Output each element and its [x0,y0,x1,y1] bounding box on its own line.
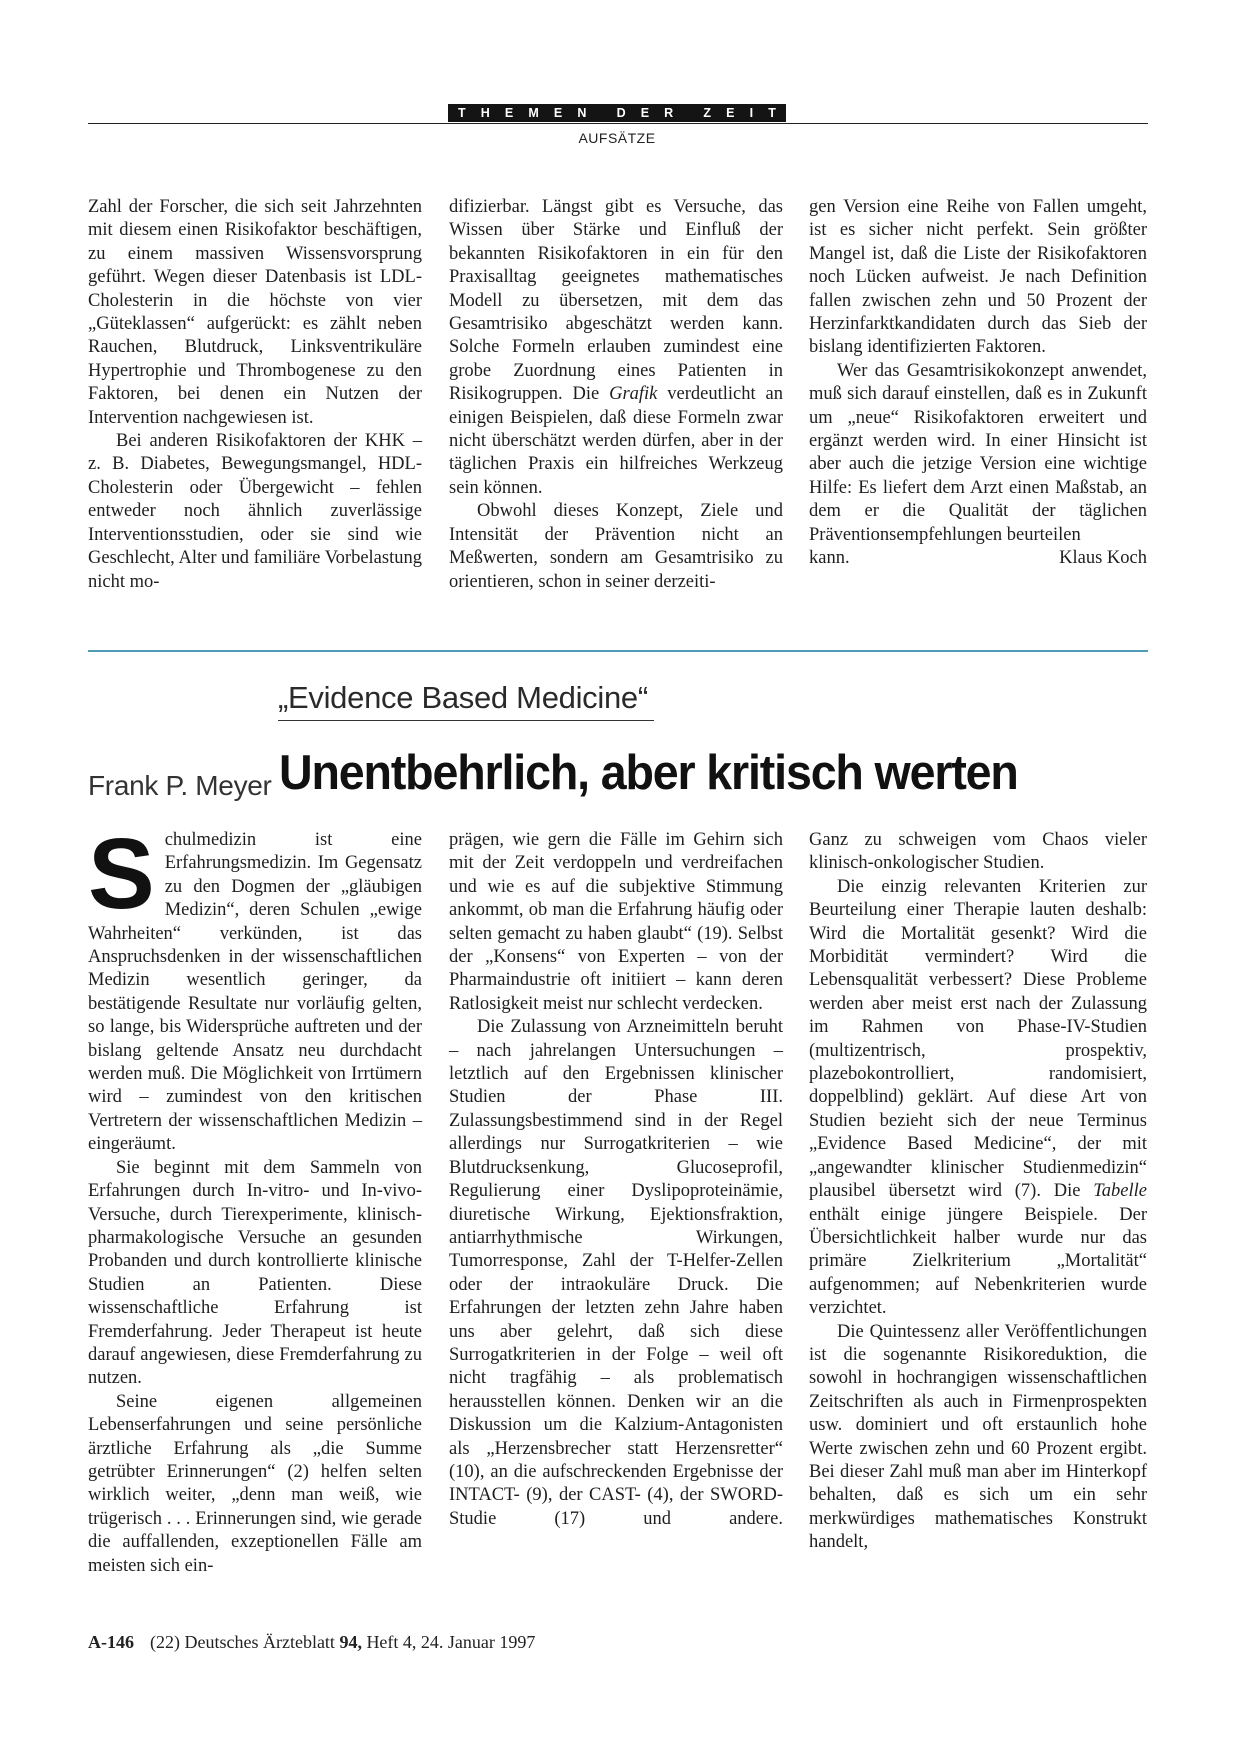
paragraph: Obwohl dieses Konzept, Ziele und Intensität der Prävention nicht an Meßwerten, sondern am Gesamtrisiko zu orientieren, schon in seiner derzeiti- [449,501,783,592]
paragraph [88,818,422,1157]
section-letter: D [616,106,626,120]
table-reference: Tabelle [1093,1181,1147,1202]
author-signature: Klaus Koch [1059,548,1147,569]
paragraph [809,876,1147,1321]
section-letter: M [528,106,539,120]
paragraph: Wer das Gesamtrisikokonzept anwendet, muß sich darauf einstellen, daß es in Zukunft um „neue“ Risikofaktoren erweitert und ergänzt werden wird. In einer Hinsicht ist aber auch die jetzige Version eine wichtige Hilfe: Es liefert dem Arzt einen Maßstab, an dem er die Qualität der täglichen Präventionsempfehlungen beurteilen [809,360,1147,545]
paragraph: Die Quintessenz aller Veröffentlichungen ist die sogenannte Risikoreduktion, die sowohl in hochrangigen wissenschaftlichen Zeitschriften als auch in Firmenprospekten usw. dominiert und oft erstaunlich hohe Werte zwischen zehn und 60 Prozent ergibt. Bei dieser Zahl muß man aber im Hinterkopf behalten, daß es sich um ein sehr merkwürdiges mathematisches Konstrukt handelt, [809,1321,1147,1553]
signature-line [809,547,1147,570]
article-column-1 [88,818,422,1578]
paragraph-text: Die einzig relevanten Kriterien zur Beurteilung einer Therapie lauten deshalb: Wird die Mortalität gesenkt? Wird die Morbidität vermindert? Wird die Lebensqualität verbessert? Diese Probleme werden aber meist erst nach der Zulassung im Rahmen von Phase-IV-Studien (multizentrisch, prospektiv, plazebokontrolliert, randomisiert, doppelblind) geklärt. Auf diese Art von Studien bezieht sich der neue Terminus „Evidence Based Medicine“, der mit „angewandter klinischer Studienmedizin“ plausibel übersetzt wird (7). Die [809,876,1147,1202]
section-letter: T [458,106,466,120]
article-column-2 [449,829,783,1531]
section-title-banner [448,104,786,122]
paragraph: Sie beginnt mit dem Sammeln von Erfahrungen durch In-vitro- und In-vivo-Versuche, durch Tierexperimente, klinisch-pharmakologische Versuche an gesunden Probanden und durch kontrollierte klinische Studien an Patienten. Diese wissenschaftliche Erfahrung ist Fremderfahrung. Jeder Therapeut ist heute darauf angewiesen, diese Fremderfahrung zu nutzen. [88,1157,422,1389]
journal-volume: 94, [339,1632,362,1652]
section-letter: E [504,106,514,120]
article-kicker: „Evidence Based Medicine“ [278,680,648,715]
drop-cap: S [88,818,155,930]
section-letter: N [577,106,587,120]
journal-citation: (22) Deutsches Ärzteblatt [150,1632,340,1652]
section-letter: Z [703,106,712,120]
paragraph: prägen, wie gern die Fälle im Gehirn sich mit der Zeit verdoppeln und verdreifachen und wie es auf die subjektive Stimmung ankommt, ob man die Erfahrung häufig oder selten gemacht zu haben glaubt“ (19). Selbst der „Konsens“ von Experten – von der Pharmaindustrie oft initiiert – kann deren Ratlosigkeit meist nur schlecht verdecken. [449,830,783,1014]
previous-article-column-2 [449,196,783,594]
kicker-underline [278,720,654,721]
article-divider [88,650,1148,652]
subsection-label: AUFSÄTZE [578,130,656,146]
journal-issue: Heft 4, 24. Januar 1997 [361,1632,536,1652]
header-rule [88,123,1148,124]
paragraph-text: difizierbar. Längst gibt es Versuche, das Wissen über Stärke und Einfluß der bekannten Risikofaktoren in ein für den Praxisalltag geeignetes mathematisches Modell zu übersetzen, mit dem das Gesamtrisiko abgeschätzt werden kann. Solche Formeln erlauben zumindest eine grobe Zuordnung eines Patienten in Risikogruppen. Die [449,197,783,405]
figure-reference: Grafik [609,384,658,405]
paragraph: Bei anderen Risikofaktoren der KHK – z. B. Diabetes, Bewegungsmangel, HDL-Cholesterin oder Übergewicht – fehlen entweder noch ähnlich zuverlässige Interventionsstudien, oder sie sind wie Geschlecht, Alter und familiäre Vorbelastung nicht mo- [88,431,422,592]
paragraph-end: kann. [809,548,850,569]
previous-article-column-3 [809,196,1147,571]
paragraph-text: enthält einige jüngere Beispiele. Der Übersichtlichkeit halber wurde nur das primäre Zielkriterium „Mortalität“ aufgenommen; auf Nebenkriterien wurde verzichtet. [809,1204,1147,1319]
paragraph: gen Version eine Reihe von Fallen umgeht, ist es sicher nicht perfekt. Sein größter Mangel ist, daß die Liste der Risikofaktoren noch Lücken aufweist. Je nach Definition fallen zwischen zehn und 50 Prozent der Herzinfarktkandidaten durch das Sieb der bislang identifizierten Faktoren. [809,197,1147,358]
paragraph: Zahl der Forscher, die sich seit Jahrzehnten mit diesem einen Risikofaktor beschäftigen, zu einem massiven Wissensvorsprung geführt. Wegen dieser Datenbasis ist LDL-Cholesterin in die höchste von vier „Güteklassen“ aufgerückt: es zählt neben Rauchen, Blutdruck, Linksventrikuläre Hypertrophie und Thrombogenese zu den Faktoren, bei denen ein Nutzen der Intervention nachgewiesen ist. [88,197,422,428]
paragraph [449,196,783,500]
section-letter: E [553,106,563,120]
previous-article-column-1 [88,196,422,594]
paragraph: Ganz zu schweigen vom Chaos vieler klinisch-onkologischer Studien. [809,830,1147,874]
page-footer [88,1632,535,1653]
article-headline: Unentbehrlich, aber kritisch werten [279,746,1018,800]
section-letter: E [726,106,735,120]
section-letter: E [640,106,650,120]
page-number: A-146 [88,1632,134,1652]
paragraph-text: verdeutlicht an einigen Beispielen, daß diese Formeln zwar nicht überschätzt werden dürfen, aber in der täglichen Praxis ein hilfreiches Werkzeug sein können. [449,384,783,498]
paragraph-text: chulmedizin ist eine Erfahrungsmedizin. Im Gegensatz zu den Dogmen der „gläubigen Medizin“, deren Schulen „ewige Wahrheiten“ verkünden, ist das Anspruchsdenken in der wissenschaftlichen Medizin wesentlich geringer, da bestätigende Resultate nur vorläufig gelten, so lange, bis Widersprüche auftreten und der bislang geltende Ansatz neu durchdacht werden muß. Die Möglichkeit von Irrtümern wird – zumindest von den kritischen Vertretern der wissenschaftlichen Medizin – eingeräumt. [88,830,422,1155]
article-column-3 [809,829,1147,1555]
article-author: Frank P. Meyer [88,770,272,801]
section-letter: T [768,106,776,120]
section-letter: H [480,106,490,120]
section-letter: I [749,106,754,120]
section-letter: R [664,106,674,120]
paragraph: Die Zulassung von Arzneimitteln beruht – nach jahrelangen Untersuchungen – letztlich auf den Ergebnissen klinischer Studien der Phase III. Zulassungsbestimmend sind in der Regel allerdings nur Surrogatkriterien – wie Blutdrucksenkung, Glucoseprofil, Regulierung einer Dyslipoproteinämie, diuretische Wirkung, Ejektionsfraktion, antiarrhythmische Wirkungen, Tumorresponse, Zahl der T-Helfer-Zellen oder der intraokuläre Druck. Die Erfahrungen der letzten zehn Jahre haben uns aber gelehrt, daß sich diese Surrogatkriterien in der Folge – weil oft nicht tragfähig – als problematisch herausstellen können. Denken wir an die Diskussion um die Kalzium-Antagonisten als „Herzensbrecher statt Herzensretter“ (10), an die aufschreckenden Ergebnisse der INTACT- (9), der CAST- (4), der SWORD-Studie (17) und andere. [449,1017,783,1529]
paragraph: Seine eigenen allgemeinen Lebenserfahrungen und seine persönliche ärztliche Erfahrung als „die Summe getrübter Erinnerungen“ (2) helfen selten wirklich weiter, „denn man weiß, wie trügerisch . . . Erinnerungen sind, wie gerade die auffallenden, exzeptionellen Fälle am meisten sich ein- [88,1391,422,1576]
